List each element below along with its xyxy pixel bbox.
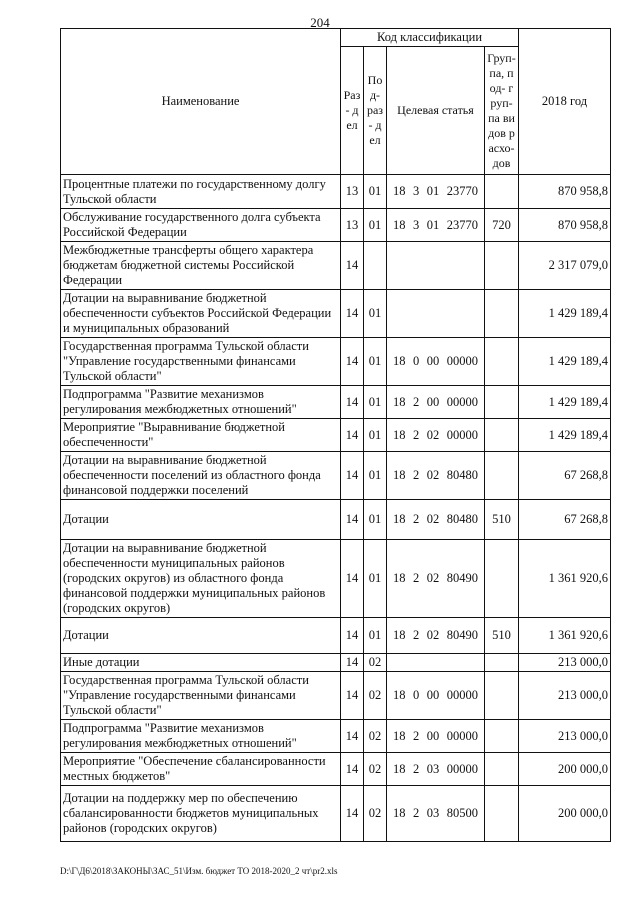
target-direction: 80480 bbox=[446, 512, 478, 526]
header-name: Наименование bbox=[61, 29, 341, 175]
row-value: 213 000,0 bbox=[519, 672, 611, 720]
row-group bbox=[485, 290, 519, 338]
table-row bbox=[61, 386, 611, 419]
table-row bbox=[61, 540, 611, 618]
row-podrazdel: 01 bbox=[364, 338, 387, 386]
row-podrazdel: 02 bbox=[364, 654, 387, 672]
target-subprogram: 2 bbox=[413, 761, 420, 776]
row-podrazdel bbox=[364, 242, 387, 290]
row-group bbox=[485, 242, 519, 290]
header-razdel: Раз- дел bbox=[341, 47, 364, 175]
target-program: 18 bbox=[393, 761, 406, 776]
row-value: 1 429 189,4 bbox=[519, 386, 611, 419]
row-target bbox=[387, 540, 485, 618]
table-row bbox=[61, 338, 611, 386]
row-podrazdel: 01 bbox=[364, 209, 387, 242]
row-razdel: 14 bbox=[341, 753, 364, 786]
target-subprogram: 2 bbox=[413, 571, 420, 585]
row-name: Государственная программа Тульской области "Управление государственными финансами Тульской области" bbox=[61, 338, 341, 386]
target-subprogram: 0 bbox=[413, 688, 420, 702]
row-razdel: 13 bbox=[341, 175, 364, 209]
target-direction: 00000 bbox=[446, 728, 478, 743]
row-name: Дотации bbox=[61, 500, 341, 540]
row-value: 1 429 189,4 bbox=[519, 338, 611, 386]
table-row bbox=[61, 786, 611, 842]
row-value: 200 000,0 bbox=[519, 753, 611, 786]
target-direction: 80490 bbox=[446, 571, 478, 585]
table-row bbox=[61, 672, 611, 720]
row-value: 1 361 920,6 bbox=[519, 618, 611, 654]
row-name: Государственная программа Тульской области "Управление государственными финансами Тульской области" bbox=[61, 672, 341, 720]
target-event: 02 bbox=[426, 427, 440, 442]
row-value: 213 000,0 bbox=[519, 720, 611, 753]
row-target bbox=[387, 419, 485, 452]
header-year: 2018 год bbox=[519, 29, 611, 175]
row-target bbox=[387, 338, 485, 386]
row-podrazdel: 01 bbox=[364, 419, 387, 452]
row-podrazdel: 02 bbox=[364, 720, 387, 753]
file-path-footer: D:\Г\Д6\2018\ЗАКОНЫ\ЗАС_51\Изм. бюджет ТО 2018-2020_2 чт\pr2.xls bbox=[60, 866, 338, 876]
row-value: 213 000,0 bbox=[519, 654, 611, 672]
target-subprogram: 0 bbox=[413, 354, 420, 368]
header-podrazdel: Под- раз- дел bbox=[364, 47, 387, 175]
row-name: Мероприятие "Обеспечение сбалансированности местных бюджетов" bbox=[61, 753, 341, 786]
target-direction: 00000 bbox=[446, 427, 478, 442]
row-name: Дотации на выравнивание бюджетной обеспеченности поселений из областного фонда финансовой поддержки поселений bbox=[61, 452, 341, 500]
row-value: 870 958,8 bbox=[519, 175, 611, 209]
row-name: Дотации bbox=[61, 618, 341, 654]
header-target: Целевая статья bbox=[387, 47, 485, 175]
page-number: 204 bbox=[310, 15, 330, 30]
row-name: Дотации на поддержку мер по обеспечению сбалансированности бюджетов муниципальных районов (городских округов) bbox=[61, 786, 341, 842]
row-razdel: 14 bbox=[341, 419, 364, 452]
target-direction: 23770 bbox=[446, 217, 478, 232]
table-row bbox=[61, 618, 611, 654]
row-razdel: 14 bbox=[341, 452, 364, 500]
row-value: 1 361 920,6 bbox=[519, 540, 611, 618]
row-podrazdel: 02 bbox=[364, 753, 387, 786]
target-event: 00 bbox=[426, 728, 440, 743]
row-value: 2 317 079,0 bbox=[519, 242, 611, 290]
header-code: Код классификации bbox=[341, 29, 519, 47]
table-header bbox=[61, 29, 611, 175]
row-podrazdel: 02 bbox=[364, 672, 387, 720]
row-name: Обслуживание государственного долга субъекта Российской Федерации bbox=[61, 209, 341, 242]
target-direction: 80500 bbox=[446, 806, 478, 820]
target-program: 18 bbox=[393, 571, 406, 585]
row-razdel: 13 bbox=[341, 209, 364, 242]
row-group bbox=[485, 175, 519, 209]
target-subprogram: 2 bbox=[413, 628, 420, 642]
row-value: 67 268,8 bbox=[519, 500, 611, 540]
row-target bbox=[387, 786, 485, 842]
row-group bbox=[485, 654, 519, 672]
target-event: 00 bbox=[426, 688, 440, 702]
row-group bbox=[485, 786, 519, 842]
target-event: 02 bbox=[426, 571, 440, 585]
table-row bbox=[61, 452, 611, 500]
target-subprogram: 3 bbox=[413, 217, 420, 232]
row-value: 1 429 189,4 bbox=[519, 290, 611, 338]
row-target bbox=[387, 672, 485, 720]
table-row bbox=[61, 753, 611, 786]
row-name: Иные дотации bbox=[61, 654, 341, 672]
table-row bbox=[61, 242, 611, 290]
target-event: 03 bbox=[426, 761, 440, 776]
target-subprogram: 2 bbox=[413, 468, 420, 482]
target-program: 18 bbox=[393, 512, 406, 526]
target-event: 02 bbox=[426, 512, 440, 526]
row-group bbox=[485, 540, 519, 618]
row-target bbox=[387, 618, 485, 654]
budget-table bbox=[60, 28, 611, 842]
row-name: Дотации на выравнивание бюджетной обеспеченности муниципальных районов (городских округов) из областного фонда финансовой поддержки муниципальных районов (городских округов) bbox=[61, 540, 341, 618]
row-target bbox=[387, 290, 485, 338]
row-razdel: 14 bbox=[341, 786, 364, 842]
table-row bbox=[61, 209, 611, 242]
row-name: Подпрограмма "Развитие механизмов регулирования межбюджетных отношений" bbox=[61, 720, 341, 753]
target-event: 03 bbox=[426, 806, 440, 820]
row-group bbox=[485, 386, 519, 419]
row-podrazdel: 01 bbox=[364, 290, 387, 338]
row-value: 200 000,0 bbox=[519, 786, 611, 842]
row-name: Мероприятие "Выравнивание бюджетной обеспеченности" bbox=[61, 419, 341, 452]
row-razdel: 14 bbox=[341, 540, 364, 618]
target-program: 18 bbox=[393, 217, 406, 232]
row-value: 67 268,8 bbox=[519, 452, 611, 500]
row-podrazdel: 01 bbox=[364, 618, 387, 654]
row-razdel: 14 bbox=[341, 386, 364, 419]
target-direction: 80480 bbox=[446, 468, 478, 482]
row-target bbox=[387, 175, 485, 209]
row-podrazdel: 01 bbox=[364, 175, 387, 209]
table-row bbox=[61, 175, 611, 209]
row-razdel: 14 bbox=[341, 290, 364, 338]
row-razdel: 14 bbox=[341, 654, 364, 672]
table-row bbox=[61, 290, 611, 338]
target-direction: 00000 bbox=[446, 761, 478, 776]
target-event: 02 bbox=[426, 468, 440, 482]
row-target bbox=[387, 720, 485, 753]
table-body bbox=[61, 175, 611, 842]
row-podrazdel: 01 bbox=[364, 540, 387, 618]
table-row bbox=[61, 720, 611, 753]
target-program: 18 bbox=[393, 468, 406, 482]
row-razdel: 14 bbox=[341, 720, 364, 753]
target-program: 18 bbox=[393, 354, 406, 368]
target-event: 02 bbox=[426, 628, 440, 642]
target-program: 18 bbox=[393, 394, 406, 409]
row-group bbox=[485, 672, 519, 720]
target-program: 18 bbox=[393, 806, 406, 820]
target-program: 18 bbox=[393, 728, 406, 743]
target-subprogram: 2 bbox=[413, 806, 420, 820]
row-group: 720 bbox=[485, 209, 519, 242]
target-program: 18 bbox=[393, 427, 406, 442]
row-razdel: 14 bbox=[341, 338, 364, 386]
target-program: 18 bbox=[393, 184, 406, 198]
target-subprogram: 3 bbox=[413, 184, 420, 198]
row-target bbox=[387, 654, 485, 672]
row-group bbox=[485, 338, 519, 386]
row-podrazdel: 01 bbox=[364, 386, 387, 419]
row-value: 870 958,8 bbox=[519, 209, 611, 242]
row-podrazdel: 01 bbox=[364, 500, 387, 540]
target-program: 18 bbox=[393, 628, 406, 642]
target-direction: 00000 bbox=[446, 354, 478, 368]
row-group: 510 bbox=[485, 618, 519, 654]
row-razdel: 14 bbox=[341, 672, 364, 720]
row-group bbox=[485, 452, 519, 500]
target-subprogram: 2 bbox=[413, 728, 420, 743]
table-row bbox=[61, 654, 611, 672]
row-group bbox=[485, 720, 519, 753]
row-podrazdel: 02 bbox=[364, 786, 387, 842]
row-target bbox=[387, 209, 485, 242]
target-direction: 80490 bbox=[446, 628, 478, 642]
row-value: 1 429 189,4 bbox=[519, 419, 611, 452]
target-direction: 23770 bbox=[446, 184, 478, 198]
row-target bbox=[387, 452, 485, 500]
target-subprogram: 2 bbox=[413, 394, 420, 409]
target-event: 01 bbox=[426, 184, 440, 198]
row-name: Подпрограмма "Развитие механизмов регулирования межбюджетных отношений" bbox=[61, 386, 341, 419]
row-name: Процентные платежи по государственному долгу Тульской области bbox=[61, 175, 341, 209]
target-subprogram: 2 bbox=[413, 427, 420, 442]
target-event: 00 bbox=[426, 354, 440, 368]
row-name: Дотации на выравнивание бюджетной обеспеченности субъектов Российской Федерации и муниципальных образований bbox=[61, 290, 341, 338]
row-name: Межбюджетные трансферты общего характера бюджетам бюджетной системы Российской Федерации bbox=[61, 242, 341, 290]
target-event: 00 bbox=[426, 394, 440, 409]
target-event: 01 bbox=[426, 217, 440, 232]
header-group: Груп- па, под- груп- па видов расхо- дов bbox=[485, 47, 519, 175]
row-target bbox=[387, 242, 485, 290]
row-group bbox=[485, 753, 519, 786]
row-razdel: 14 bbox=[341, 618, 364, 654]
row-target bbox=[387, 753, 485, 786]
row-group: 510 bbox=[485, 500, 519, 540]
table-row bbox=[61, 419, 611, 452]
target-program: 18 bbox=[393, 688, 406, 702]
row-razdel: 14 bbox=[341, 242, 364, 290]
row-target bbox=[387, 386, 485, 419]
row-razdel: 14 bbox=[341, 500, 364, 540]
row-group bbox=[485, 419, 519, 452]
row-target bbox=[387, 500, 485, 540]
target-direction: 00000 bbox=[446, 394, 478, 409]
target-direction: 00000 bbox=[446, 688, 478, 702]
row-podrazdel: 01 bbox=[364, 452, 387, 500]
table-row bbox=[61, 500, 611, 540]
target-subprogram: 2 bbox=[413, 512, 420, 526]
